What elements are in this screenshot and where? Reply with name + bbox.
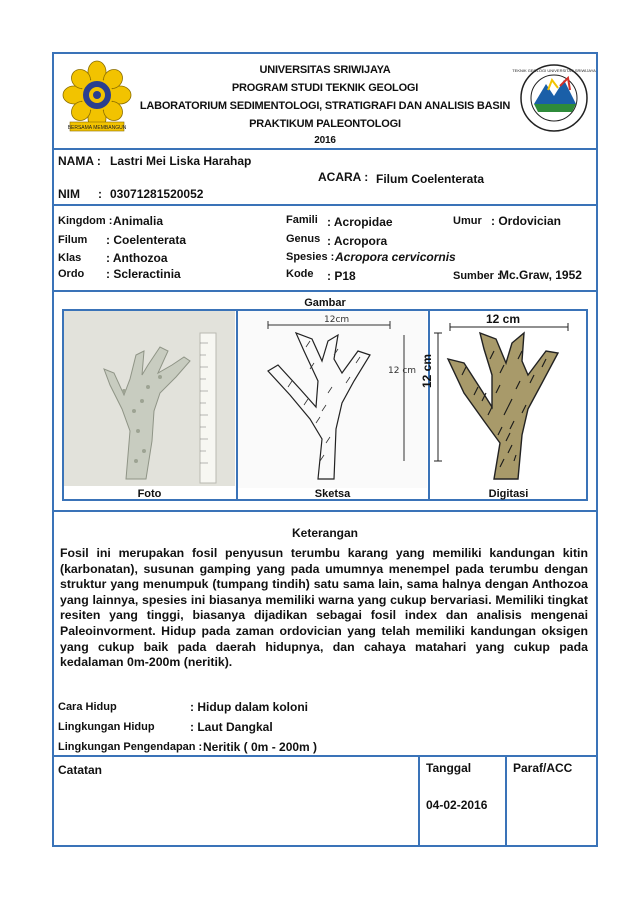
gambar-title: Gambar bbox=[304, 297, 346, 309]
catatan-label: Catatan bbox=[58, 763, 103, 777]
lingkungan-pengendapan-label: Lingkungan Pengendapan : bbox=[58, 741, 203, 753]
lingkungan-hidup-value: : Laut Dangkal bbox=[190, 720, 273, 734]
sketch-scale-side: 12 cm bbox=[388, 366, 417, 376]
kingdom-label: Kingdom : bbox=[58, 215, 113, 227]
foto-label: Foto bbox=[137, 488, 162, 500]
name-label: NAMA : bbox=[58, 154, 101, 168]
divider-keterangan bbox=[52, 755, 598, 757]
kode-value: : P18 bbox=[327, 269, 356, 283]
lab-name: LABORATORIUM SEDIMENTOLOGI, STRATIGRAFI DAN ANALISIS BASIN bbox=[139, 100, 511, 112]
fossil-sketch bbox=[238, 311, 427, 488]
kode-label: Kode bbox=[286, 268, 314, 280]
spesies-value: Acropora cervicornis bbox=[335, 250, 456, 264]
tanggal-label: Tanggal bbox=[426, 761, 472, 775]
genus-label: Genus bbox=[286, 233, 321, 245]
famili-value: : Acropidae bbox=[327, 215, 393, 229]
logo-left-motto: BERSAMA MEMBANGUN bbox=[67, 125, 127, 131]
sketsa-label: Sketsa bbox=[314, 488, 351, 500]
keterangan-title: Keterangan bbox=[291, 526, 359, 540]
program-name: PROGRAM STUDI TEKNIK GEOLOGI bbox=[231, 82, 419, 94]
sketch-scale-top: 12cm bbox=[324, 315, 350, 325]
keterangan-text: Fosil ini merupakan fosil penyusun terumbu karang yang memiliki kandungan kitin (karbonatan), susunan gamping yang pada umumnya menempel pada terumbu dengan struktur yang menumpuk (tumpang tindih) satu sama lain, sama halnya dengan Anthozoa yang lainnya, spesies ini biasanya memiliki warna yang cukup bervariasi. Memiliki tingkat resiten yang tinggi, biasanya dijadikan sebagai fosil index dan analisis mengenai Paleoinvorment. Hidup pada zaman ordovician yang telah memiliki kandungan oksigen yang cukup baik pada daerah hidupnya, dan cahaya matahari yang cukup pada kedalaman 0m-200m (neritik). bbox=[60, 546, 588, 670]
nim-value: 03071281520052 bbox=[110, 187, 204, 201]
sumber-label: Sumber : bbox=[453, 270, 501, 282]
divider-taxonomy bbox=[52, 290, 598, 292]
header-year: 2016 bbox=[314, 135, 336, 146]
acara-value: Filum Coelenterata bbox=[376, 172, 485, 186]
cara-hidup-value: : Hidup dalam koloni bbox=[190, 700, 309, 714]
umur-label: Umur bbox=[453, 215, 482, 227]
kingdom-value: Animalia bbox=[113, 214, 164, 228]
fossil-digitization bbox=[430, 311, 587, 488]
genus-value: : Acropora bbox=[327, 234, 388, 248]
famili-label: Famili bbox=[286, 214, 318, 226]
filum-label: Filum bbox=[58, 234, 88, 246]
student-name: Lastri Mei Liska Harahap bbox=[110, 154, 252, 168]
practicum-name: PRAKTIKUM PALEONTOLOGI bbox=[249, 118, 401, 130]
cara-hidup-label: Cara Hidup bbox=[58, 701, 117, 713]
logo-right-caption: TEKNIK GEOLOGI UNIVERSITAS SRIWIJAYA bbox=[512, 68, 596, 73]
tanggal-value: 04-02-2016 bbox=[426, 798, 488, 812]
scale-vertical-label: 12 cm bbox=[420, 353, 434, 388]
divider-header bbox=[52, 148, 598, 150]
fossil-photo bbox=[64, 311, 235, 486]
ordo-label: Ordo bbox=[58, 268, 85, 280]
university-name: UNIVERSITAS SRIWIJAYA bbox=[259, 64, 391, 76]
scale-horizontal-label: 12 cm bbox=[486, 312, 521, 326]
paraf-label: Paraf/ACC bbox=[513, 761, 573, 775]
ordo-value: : Scleractinia bbox=[106, 267, 181, 281]
nim-separator: : bbox=[98, 187, 102, 201]
divider-gambar bbox=[52, 510, 598, 512]
digitasi-label: Digitasi bbox=[488, 488, 529, 500]
divider-student bbox=[52, 204, 598, 206]
nim-label: NIM bbox=[58, 187, 80, 201]
acara-label: ACARA : bbox=[318, 170, 369, 184]
filum-value: : Coelenterata bbox=[106, 233, 187, 247]
spesies-label: Spesies : bbox=[286, 251, 335, 263]
lingkungan-pengendapan-value: Neritik ( 0m - 200m ) bbox=[203, 740, 318, 754]
lingkungan-hidup-label: Lingkungan Hidup bbox=[58, 721, 155, 733]
klas-value: : Anthozoa bbox=[106, 251, 168, 265]
sumber-value: Mc.Graw, 1952 bbox=[499, 268, 582, 282]
klas-label: Klas bbox=[58, 252, 82, 264]
umur-value: : Ordovician bbox=[491, 214, 562, 228]
divider-paraf bbox=[505, 755, 507, 847]
divider-tanggal bbox=[418, 755, 420, 847]
